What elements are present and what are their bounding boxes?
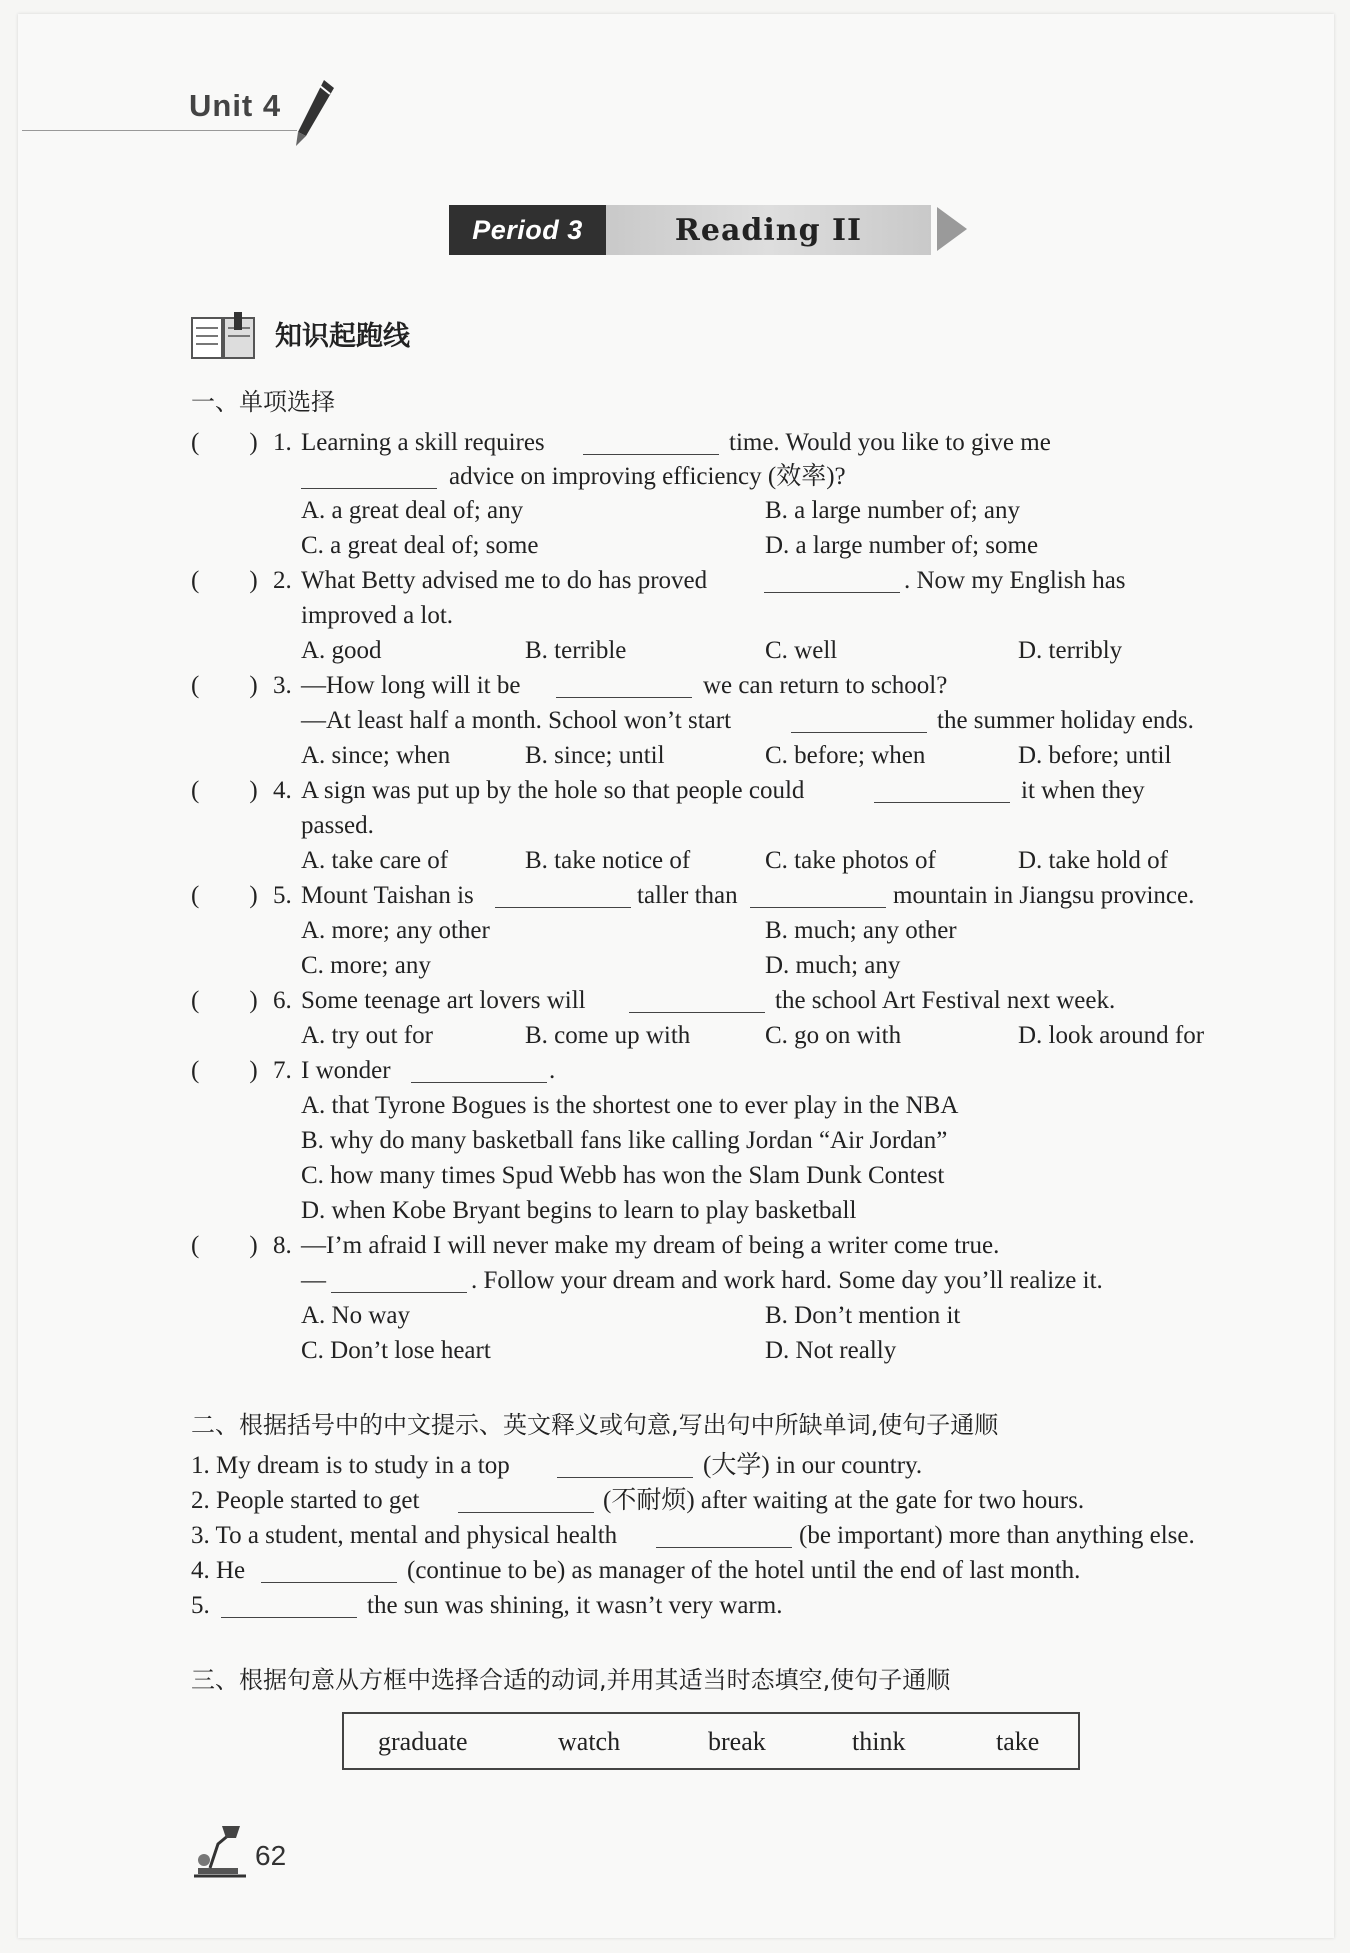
question-stem: —How long will it be: [301, 672, 521, 699]
answer-blank[interactable]: [261, 1562, 397, 1583]
fill-sentence: 2. People started to get: [191, 1487, 420, 1514]
option: B. Don’t mention it: [765, 1302, 961, 1329]
question-stem: Some teenage art lovers will: [301, 987, 586, 1014]
period-banner: [449, 205, 931, 255]
option: A. since; when: [301, 742, 451, 769]
question-stem: —I’m afraid I will never make my dream of being a writer come true.: [301, 1232, 1000, 1259]
option: C. go on with: [765, 1022, 902, 1049]
page-number: 62: [255, 1840, 287, 1871]
option: C. how many times Spud Webb has won the Slam Dunk Contest: [301, 1162, 945, 1189]
question-stem: improved a lot.: [301, 602, 454, 629]
answer-paren[interactable]: ( ): [191, 1232, 258, 1259]
option: D. much; any: [765, 952, 901, 979]
section-title: 知识起跑线: [275, 321, 410, 352]
question-number: 3.: [273, 672, 292, 699]
word-box: [342, 1712, 1080, 1770]
answer-blank[interactable]: [583, 434, 719, 455]
pen-icon: [290, 78, 336, 148]
banner-arrow-icon: [937, 207, 967, 251]
part2-heading: 二、根据括号中的中文提示、英文释义或句意,写出句中所缺单词,使句子通顺: [191, 1411, 999, 1439]
question-stem: taller than: [637, 882, 738, 909]
question-stem: the summer holiday ends.: [937, 707, 1194, 734]
question-stem: time. Would you like to give me: [729, 429, 1051, 456]
option: A. good: [301, 637, 382, 664]
question-stem: Mount Taishan is: [301, 882, 474, 909]
word-option: watch: [558, 1727, 621, 1756]
fill-sentence: 1. My dream is to study in a top: [191, 1452, 510, 1479]
option: B. a large number of; any: [765, 497, 1021, 524]
option: C. take photos of: [765, 847, 936, 874]
answer-blank[interactable]: [750, 887, 886, 908]
fill-sentence: the sun was shining, it wasn’t very warm.: [367, 1592, 783, 1619]
answer-blank[interactable]: [557, 1457, 693, 1478]
answer-paren[interactable]: ( ): [191, 882, 258, 909]
fill-sentence: (continue to be) as manager of the hotel until the end of last month.: [407, 1557, 1081, 1584]
answer-blank[interactable]: [629, 992, 765, 1013]
fill-sentence: 4. He: [191, 1557, 246, 1584]
word-option: take: [996, 1727, 1040, 1756]
option: A. a great deal of; any: [301, 497, 524, 524]
option: D. when Kobe Bryant begins to learn to play basketball: [301, 1197, 857, 1224]
fill-sentence: (不耐烦) after waiting at the gate for two hours.: [603, 1487, 1085, 1514]
worksheet-page: [18, 14, 1334, 1938]
answer-paren[interactable]: ( ): [191, 429, 258, 456]
question-stem: A sign was put up by the hole so that people could: [301, 777, 805, 804]
option: D. terribly: [1018, 637, 1123, 664]
fill-sentence: (大学) in our country.: [703, 1452, 923, 1479]
answer-blank[interactable]: [764, 572, 900, 593]
option: C. before; when: [765, 742, 926, 769]
question-number: 7.: [273, 1057, 292, 1084]
question-stem: mountain in Jiangsu province.: [893, 882, 1195, 909]
header-rule: [22, 130, 297, 131]
part3-heading: 三、根据句意从方框中选择合适的动词,并用其适当时态填空,使句子通顺: [191, 1666, 951, 1694]
question-stem: What Betty advised me to do has proved: [301, 567, 708, 594]
option: A. try out for: [301, 1022, 433, 1049]
option: A. that Tyrone Bogues is the shortest one to ever play in the NBA: [301, 1092, 959, 1119]
option: C. more; any: [301, 952, 431, 979]
question-stem: we can return to school?: [703, 672, 948, 699]
option: C. well: [765, 637, 838, 664]
answer-paren[interactable]: ( ): [191, 672, 258, 699]
question-number: 1.: [273, 429, 292, 456]
question-stem: —: [301, 1267, 326, 1294]
option: B. since; until: [525, 742, 665, 769]
question-stem: advice on improving efficiency (效率)?: [449, 463, 846, 490]
question-number: 6.: [273, 987, 292, 1014]
answer-blank[interactable]: [221, 1597, 357, 1618]
word-option: graduate: [378, 1727, 468, 1756]
question-stem: passed.: [301, 812, 374, 839]
answer-blank[interactable]: [874, 782, 1010, 803]
fill-sentence: 3. To a student, mental and physical health: [191, 1522, 618, 1549]
question-number: 4.: [273, 777, 292, 804]
answer-blank[interactable]: [556, 677, 692, 698]
question-number: 8.: [273, 1232, 292, 1259]
question-stem: Learning a skill requires: [301, 429, 545, 456]
answer-blank[interactable]: [301, 468, 437, 489]
option: B. come up with: [525, 1022, 691, 1049]
answer-paren[interactable]: ( ): [191, 987, 258, 1014]
fill-sentence: 5.: [191, 1592, 210, 1619]
option: B. much; any other: [765, 917, 957, 944]
book-icon: [190, 312, 258, 362]
question-stem: . Now my English has: [904, 567, 1126, 594]
question-stem: I wonder: [301, 1057, 391, 1084]
part1-heading: 一、单项选择: [191, 388, 335, 416]
option: A. more; any other: [301, 917, 490, 944]
option: A. take care of: [301, 847, 449, 874]
answer-blank[interactable]: [791, 712, 927, 733]
answer-paren[interactable]: ( ): [191, 567, 258, 594]
unit-title: Unit 4: [189, 88, 282, 123]
desk-lamp-icon: [190, 1820, 250, 1880]
answer-blank[interactable]: [656, 1527, 792, 1548]
answer-paren[interactable]: ( ): [191, 777, 258, 804]
question-stem: .: [549, 1057, 556, 1084]
answer-blank[interactable]: [458, 1492, 594, 1513]
answer-blank[interactable]: [411, 1062, 547, 1083]
question-stem: —At least half a month. School won’t start: [301, 707, 732, 734]
lesson-label: Reading II: [606, 205, 931, 255]
answer-blank[interactable]: [495, 887, 631, 908]
option: A. No way: [301, 1302, 411, 1329]
question-stem: the school Art Festival next week.: [775, 987, 1116, 1014]
question-number: 5.: [273, 882, 292, 909]
option: B. take notice of: [525, 847, 691, 874]
option: D. before; until: [1018, 742, 1172, 769]
question-stem: . Follow your dream and work hard. Some day you’ll realize it.: [471, 1267, 1103, 1294]
word-option: break: [708, 1727, 766, 1756]
option: B. why do many basketball fans like calling Jordan “Air Jordan”: [301, 1127, 948, 1154]
option: D. take hold of: [1018, 847, 1168, 874]
option: C. Don’t lose heart: [301, 1337, 491, 1364]
option: D. Not really: [765, 1337, 897, 1364]
option: D. look around for: [1018, 1022, 1205, 1049]
option: C. a great deal of; some: [301, 532, 539, 559]
answer-blank[interactable]: [331, 1272, 467, 1293]
fill-sentence: (be important) more than anything else.: [799, 1522, 1195, 1549]
option: D. a large number of; some: [765, 532, 1039, 559]
word-option: think: [852, 1727, 906, 1756]
answer-paren[interactable]: ( ): [191, 1057, 258, 1084]
question-stem: it when they: [1021, 777, 1145, 804]
option: B. terrible: [525, 637, 627, 664]
period-label: Period 3: [449, 205, 606, 255]
question-number: 2.: [273, 567, 292, 594]
